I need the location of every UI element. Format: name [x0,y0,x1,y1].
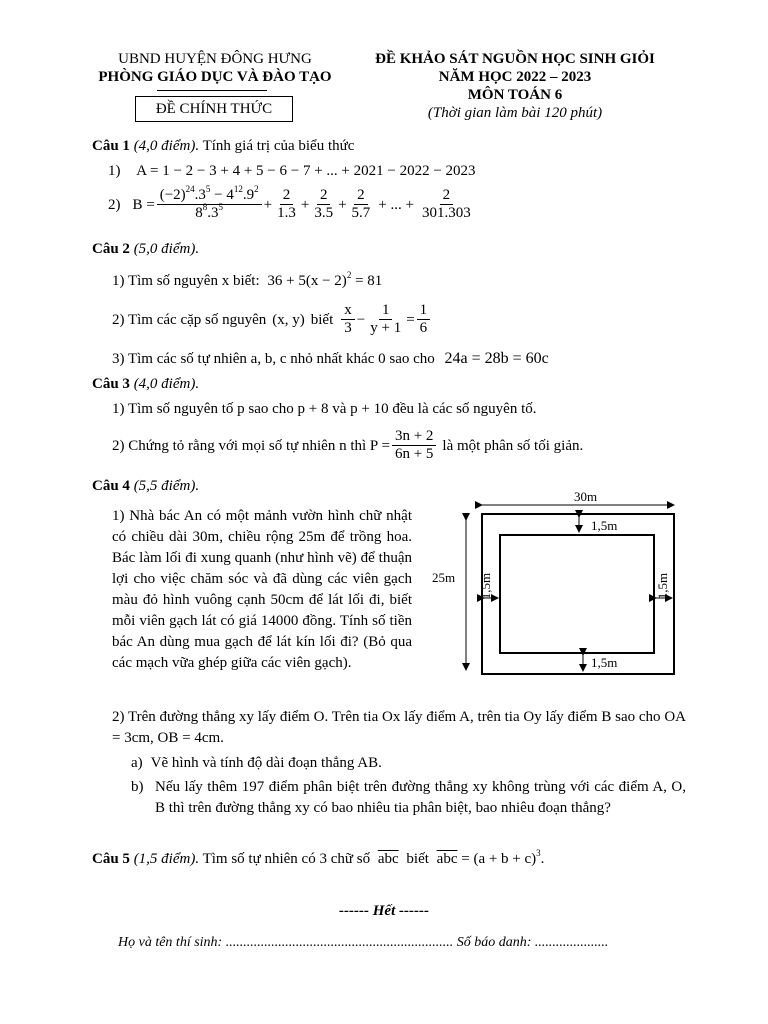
candidate-info: Họ và tên thí sinh: ................................................................. Số báo danh: ..................... [118,935,609,950]
department-name: PHÒNG GIÁO DỤC VÀ ĐÀO TẠO [98,69,332,85]
question-1-part-1 [108,161,476,181]
question-4-part-2-text: 2) Trên đường thẳng xy lấy điểm O. Trên tia Ox lấy điểm A, trên tia Oy lấy điểm B sao cho OA = 3cm, OB = 4cm. [112,709,686,746]
header-left [80,50,350,86]
school-year: NĂM HỌC 2022 – 2023 [438,69,592,85]
expression-a: A = 1 − 2 − 3 + 4 + 5 − 6 − 7 + ... + 2021 − 2022 − 2023 [136,163,476,179]
part-number: 2) [108,196,121,213]
question-4-points: (5,5 điểm). [133,478,200,494]
question-1-points: (4,0 điểm). [133,138,200,154]
question-1-part-2: 2) B = $\frac{(-2)^{24}.3^5 - 4^{12}.9^2}{8^8.3^5}$ + $\frac{2}{1.3}$ + $\frac{2}{3.5}$ + $\frac{2}{5.7}$ + ... + $\frac{2}{301.303}$ [108,187,476,222]
label-width: 30m [574,489,598,504]
question-4-part-1-text: 1) Nhà bác An có một mảnh vườn hình chữ nhật có chiều dài 30m, chiều rộng 25m để trồng hoa. Bác làm lối đi xung quanh (như hình vẽ) để thuận lợi cho việc chăm sóc và đã dùng các viên gạch màu đỏ hình vuông cạnh 50cm để lát lối đi, biết mỗi viên gạch lát có giá 14000 đồng. Tính số tiền bác An dùng mua gạch để lát kín lối đi? (Bỏ qua các mạch vữa ghép giữa các viên gạch). [112,508,412,671]
question-4-heading [92,476,199,496]
question-3-heading [92,374,199,394]
end-mark: ------ Hết ------ [339,903,429,919]
question-5-points: (1,5 điểm). [133,851,200,867]
inner-rectangle [500,535,654,653]
question-2-points: (5,0 điểm). [133,241,200,257]
question-1-intro: Tính giá trị của biểu thức [202,138,355,154]
label-bottom-path: 1,5m [591,655,618,670]
header-underline [157,90,267,91]
district-name: UBND HUYỆN ĐÔNG HƯNG [118,51,312,67]
question-5: Câu 5 (1,5 điểm). Tìm số tự nhiên có 3 chữ số $\overline{abc}$ biết $\overline{abc} = (a + b + c)^3$. [92,848,545,867]
question-3-part-2: 2) Chứng tỏ rằng với mọi số tự nhiên n thì P = $\frac{3n + 2}{6n + 5}$ là một phân số tối giản. [112,428,584,462]
question-4-part-2a: a) Vẽ hình và tính độ dài đoạn thẳng AB. [131,755,382,771]
question-3-part-1: 1) Tìm số nguyên tố p sao cho p + 8 và p + 10 đều là các số nguyên tố. [112,401,537,417]
subject: MÔN TOÁN 6 [467,87,563,103]
part-number: 1) [108,163,121,179]
question-5-title: Câu 5 [92,851,130,867]
fraction-main: $\frac{(-2)^{24}.3^5 - 4^{12}.9^2}{8^8.3^5}$ [157,187,262,222]
fraction-4: $\frac{2}{301.303}$ [421,187,471,221]
question-3-points: (4,0 điểm). [133,376,200,392]
question-2-heading [92,239,199,259]
question-3-title: Câu 3 [92,376,130,392]
label-height: 25m [432,570,456,585]
question-4-title: Câu 4 [92,478,130,494]
outer-rectangle [482,514,674,674]
question-4-part-2b: b) Nếu lấy thêm 197 điểm phân biệt trên đường thẳng xy không trùng với các điểm A, O, B thì trên đường thẳng xy có bao nhiêu tia phân biệt, bao nhiêu đoạn thẳng? [131,779,686,816]
label-left-path: 1,5m [478,572,494,600]
exam-title: ĐỀ KHẢO SÁT NGUỒN HỌC SINH GIỎI [375,51,655,67]
fraction-3: $\frac{2}{5.7}$ [351,187,371,221]
fraction-2: $\frac{2}{3.5}$ [314,187,334,221]
expression-b-lhs: B = [132,196,155,213]
question-1-heading [92,136,354,156]
fraction-1: $\frac{2}{1.3}$ [277,187,296,221]
question-1-title: Câu 1 [92,138,130,154]
header-right [360,50,670,122]
label-right-path: 1,5m [655,572,671,600]
question-2-part-3: 3) Tìm các số tự nhiên a, b, c nhỏ nhất khác 0 sao cho 24a = 28b = 60c [112,350,549,367]
question-2-part-1: 1) Tìm số nguyên x biết: $36 + 5(x - 2)^2 = 81$ [112,270,383,289]
duration: (Thời gian làm bài 120 phút) [427,105,603,121]
question-2-title: Câu 2 [92,241,130,257]
official-badge: ĐỀ CHÍNH THỨC [135,96,293,122]
question-2-part-2: 2) Tìm các cặp số nguyên (x, y) biết $\frac{x}{3}$ − $\frac{1}{y + 1}$ = $\frac{1}{6}$ [112,302,432,337]
label-top-path: 1,5m [591,518,618,533]
